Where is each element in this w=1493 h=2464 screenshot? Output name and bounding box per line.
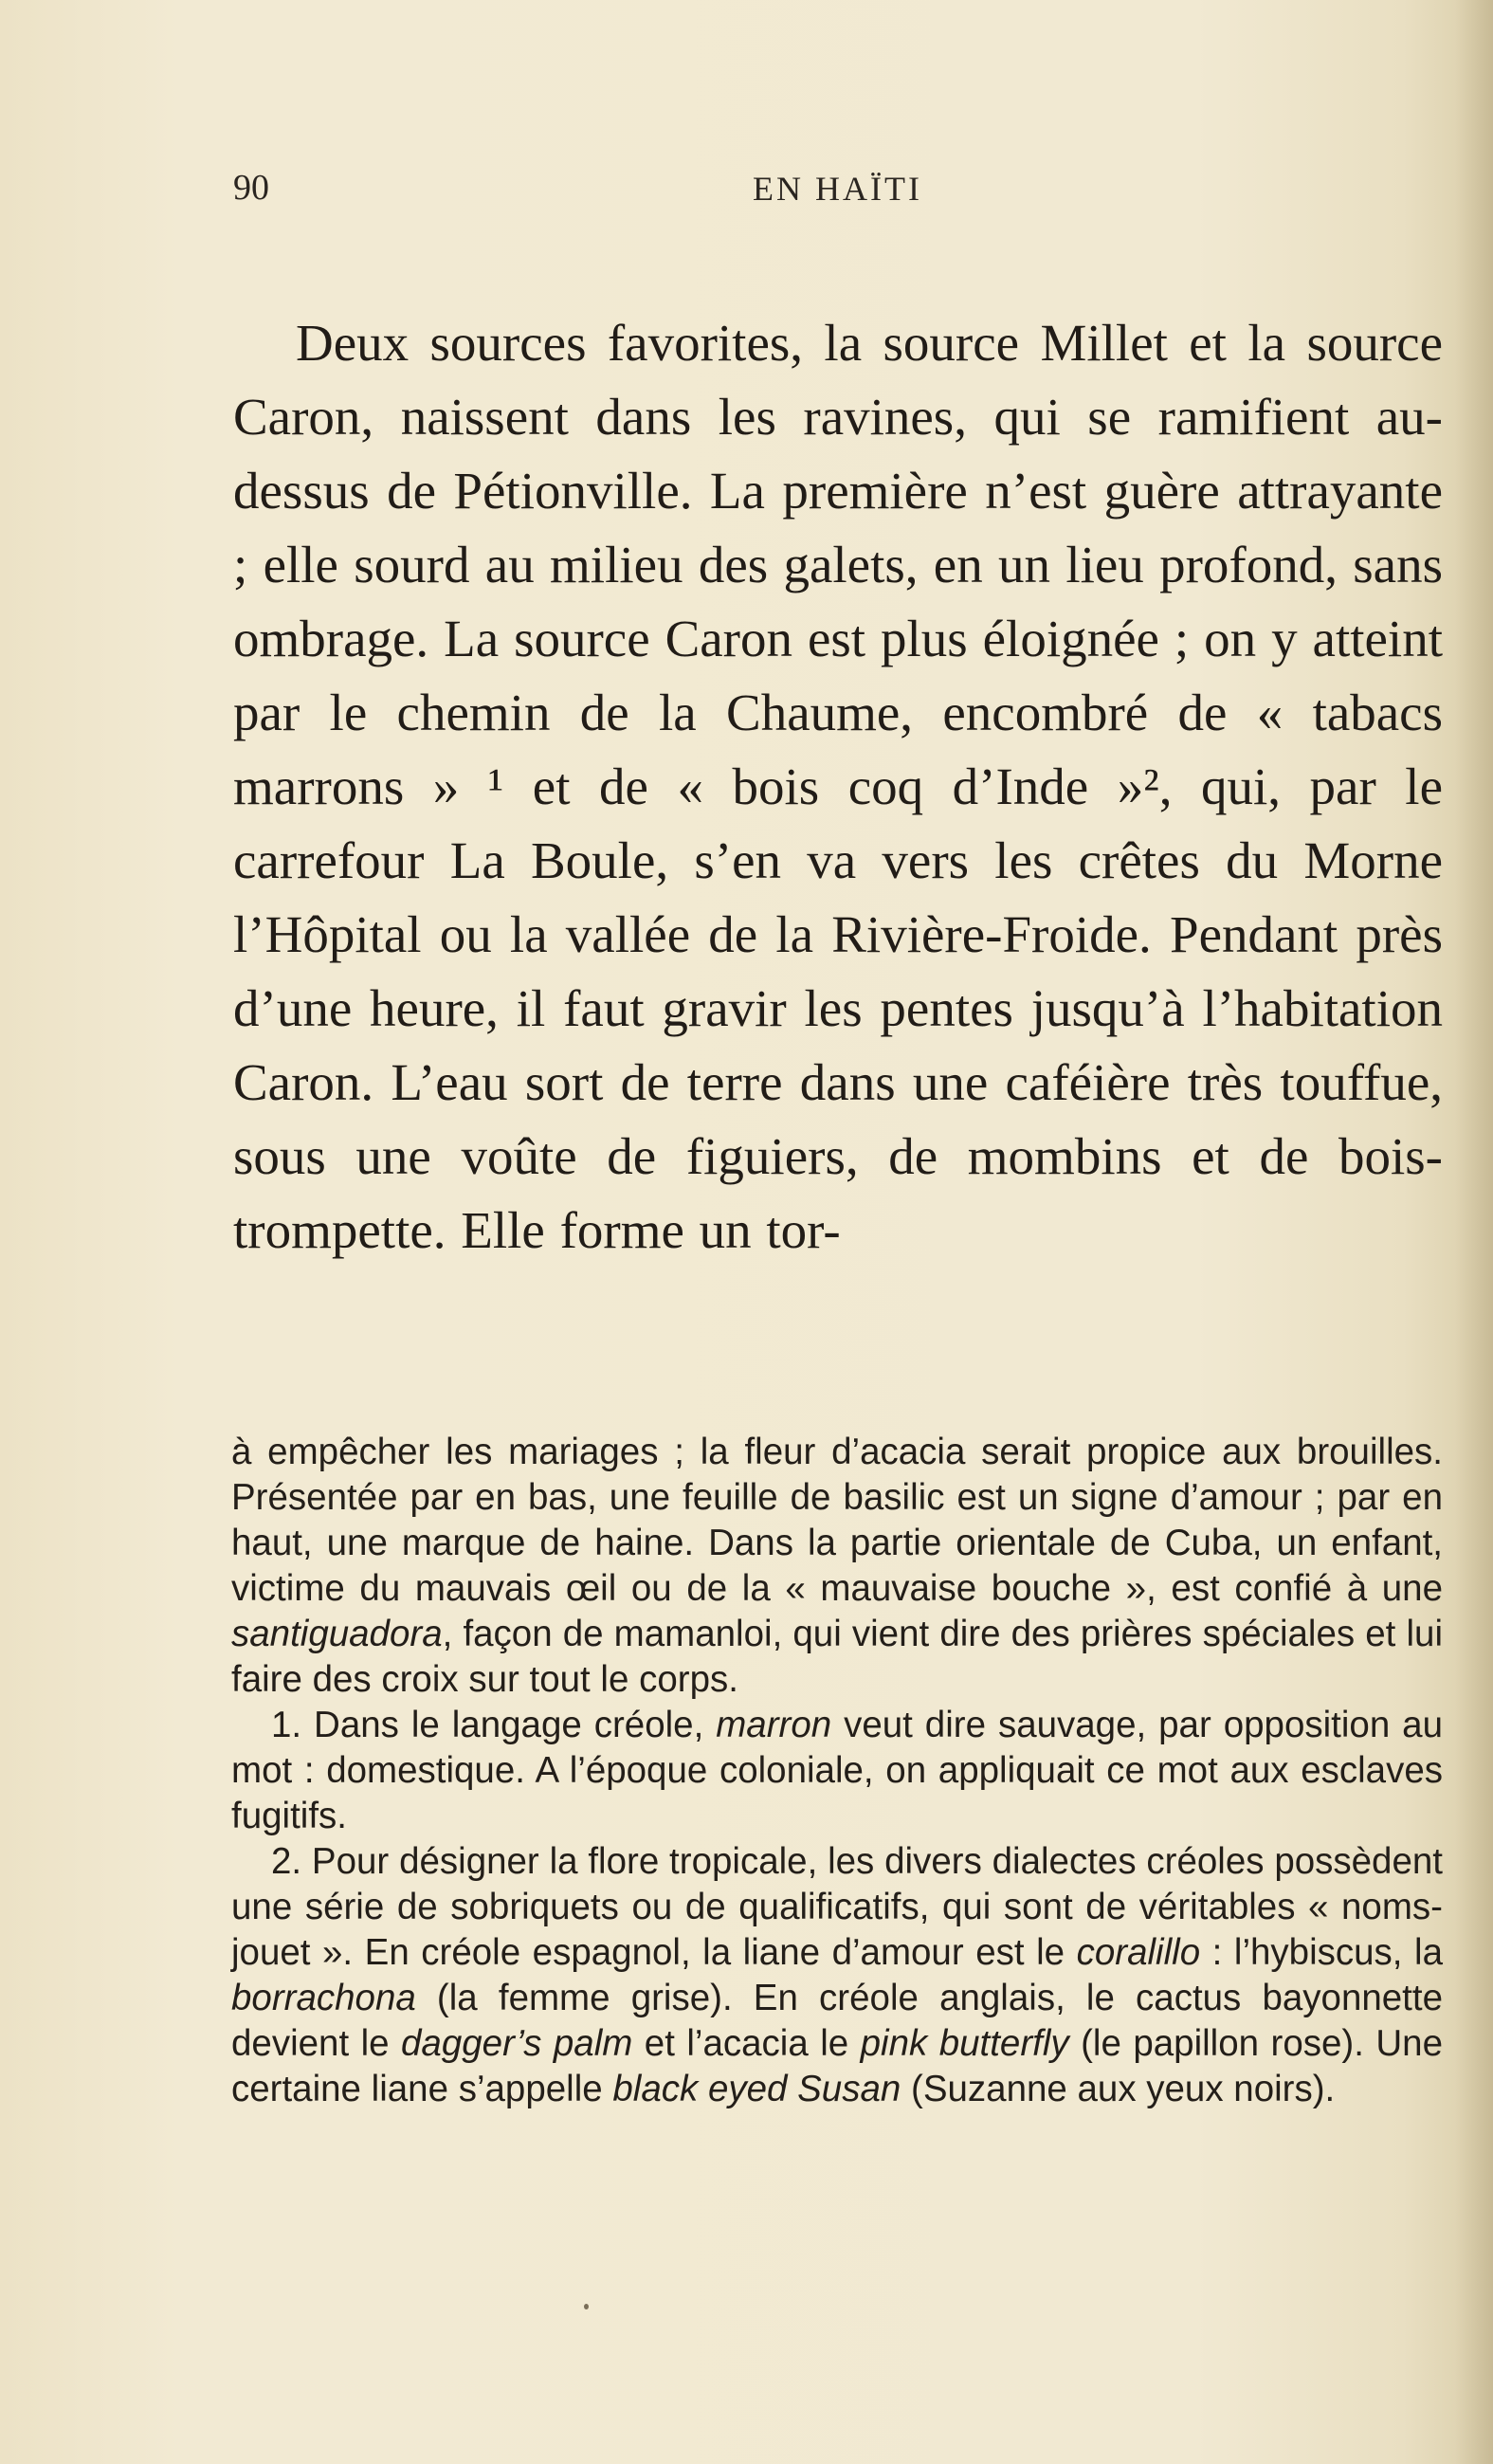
footnote-italic-term: dagger’s palm [401, 2023, 633, 2064]
footnote-italic-term: coralillo [1076, 1932, 1201, 1973]
footnote-text: (Suzanne aux yeux noirs). [901, 2069, 1336, 2109]
footnote-1 [231, 1703, 1443, 1839]
footnote-text: , façon de mamanloi, qui vient dire des prières spéciales et lui faire des croix sur tout le corps. [231, 1614, 1443, 1700]
footnote-italic-term: black eyed Susan [612, 2069, 901, 2109]
footnote-text: (la femme grise). En créole anglais, le cactus bayonnette devient le [231, 1978, 1443, 2064]
footnote-italic-term: pink butterfly [860, 2023, 1069, 2064]
page-number: 90 [233, 168, 269, 208]
footnote-text: veut dire sauvage, par opposition au mot : domestique. A l’époque coloniale, on appliquait ce mot aux esclaves fugitifs. [231, 1705, 1443, 1836]
footnote-text: Dans le langage créole, [301, 1705, 717, 1745]
running-header [233, 161, 1456, 218]
footnote-marker: 1. [271, 1705, 302, 1745]
footnotes-section [231, 1430, 1443, 2112]
page-edge-shadow [1455, 0, 1493, 2464]
running-title: EN HAÏTI [753, 170, 922, 208]
footnote-continuation [231, 1430, 1443, 1703]
footnote-2 [231, 1839, 1443, 2112]
footnote-italic-term: santiguadora [231, 1614, 443, 1654]
footnote-text: (le papillon rose). Une certaine liane s’appelle [231, 2023, 1443, 2109]
footnote-text: à empêcher les mariages ; la fleur d’acacia serait propice aux brouilles. Présentée par en bas, une feuille de basilic est un signe d’amour ; par en haut, une marque de haine. Dans la partie orientale de Cuba, un enfant, victime du mauvais œil ou de la « mauvaise bouche », est confié à une [231, 1432, 1443, 1609]
footnote-marker: 2. [271, 1841, 302, 1882]
main-paragraph: Deux sources favorites, la source Millet et la source Caron, naissent dans les ravines, qui se ramifient au-dessus de Pétionville. La première n’est guère attrayante ; elle sourd au milieu des galets, en un lieu profond, sans ombrage. La source Caron est plus éloignée ; on y atteint par le chemin de la Chaume, encombré de « tabacs marrons » ¹ et de « bois coq d’Inde »², qui, par le carrefour La Boule, s’en va vers les crêtes du Morne l’Hôpital ou la vallée de la Rivière-Froide. Pendant près d’une heure, il faut gravir les pentes jusqu’à l’habitation Caron. L’eau sort de terre dans une caféière très touffue, sous une voûte de figuiers, de mombins et de bois-trompette. Elle forme un tor- [233, 314, 1443, 1259]
footnote-text: Pour désigner la flore tropicale, les divers dialectes créoles possèdent une série de sobriquets ou de qualificatifs, qui sont de véritables « noms-jouet ». En créole espagnol, la liane d’amour est le [231, 1841, 1443, 1973]
footnote-italic-term: marron [716, 1705, 832, 1745]
footnote-text: et l’acacia le [632, 2023, 861, 2064]
footnote-text: : l’hybiscus, la [1200, 1932, 1443, 1973]
footnote-italic-term: borrachona [231, 1978, 416, 2018]
ink-speck [584, 2304, 589, 2309]
